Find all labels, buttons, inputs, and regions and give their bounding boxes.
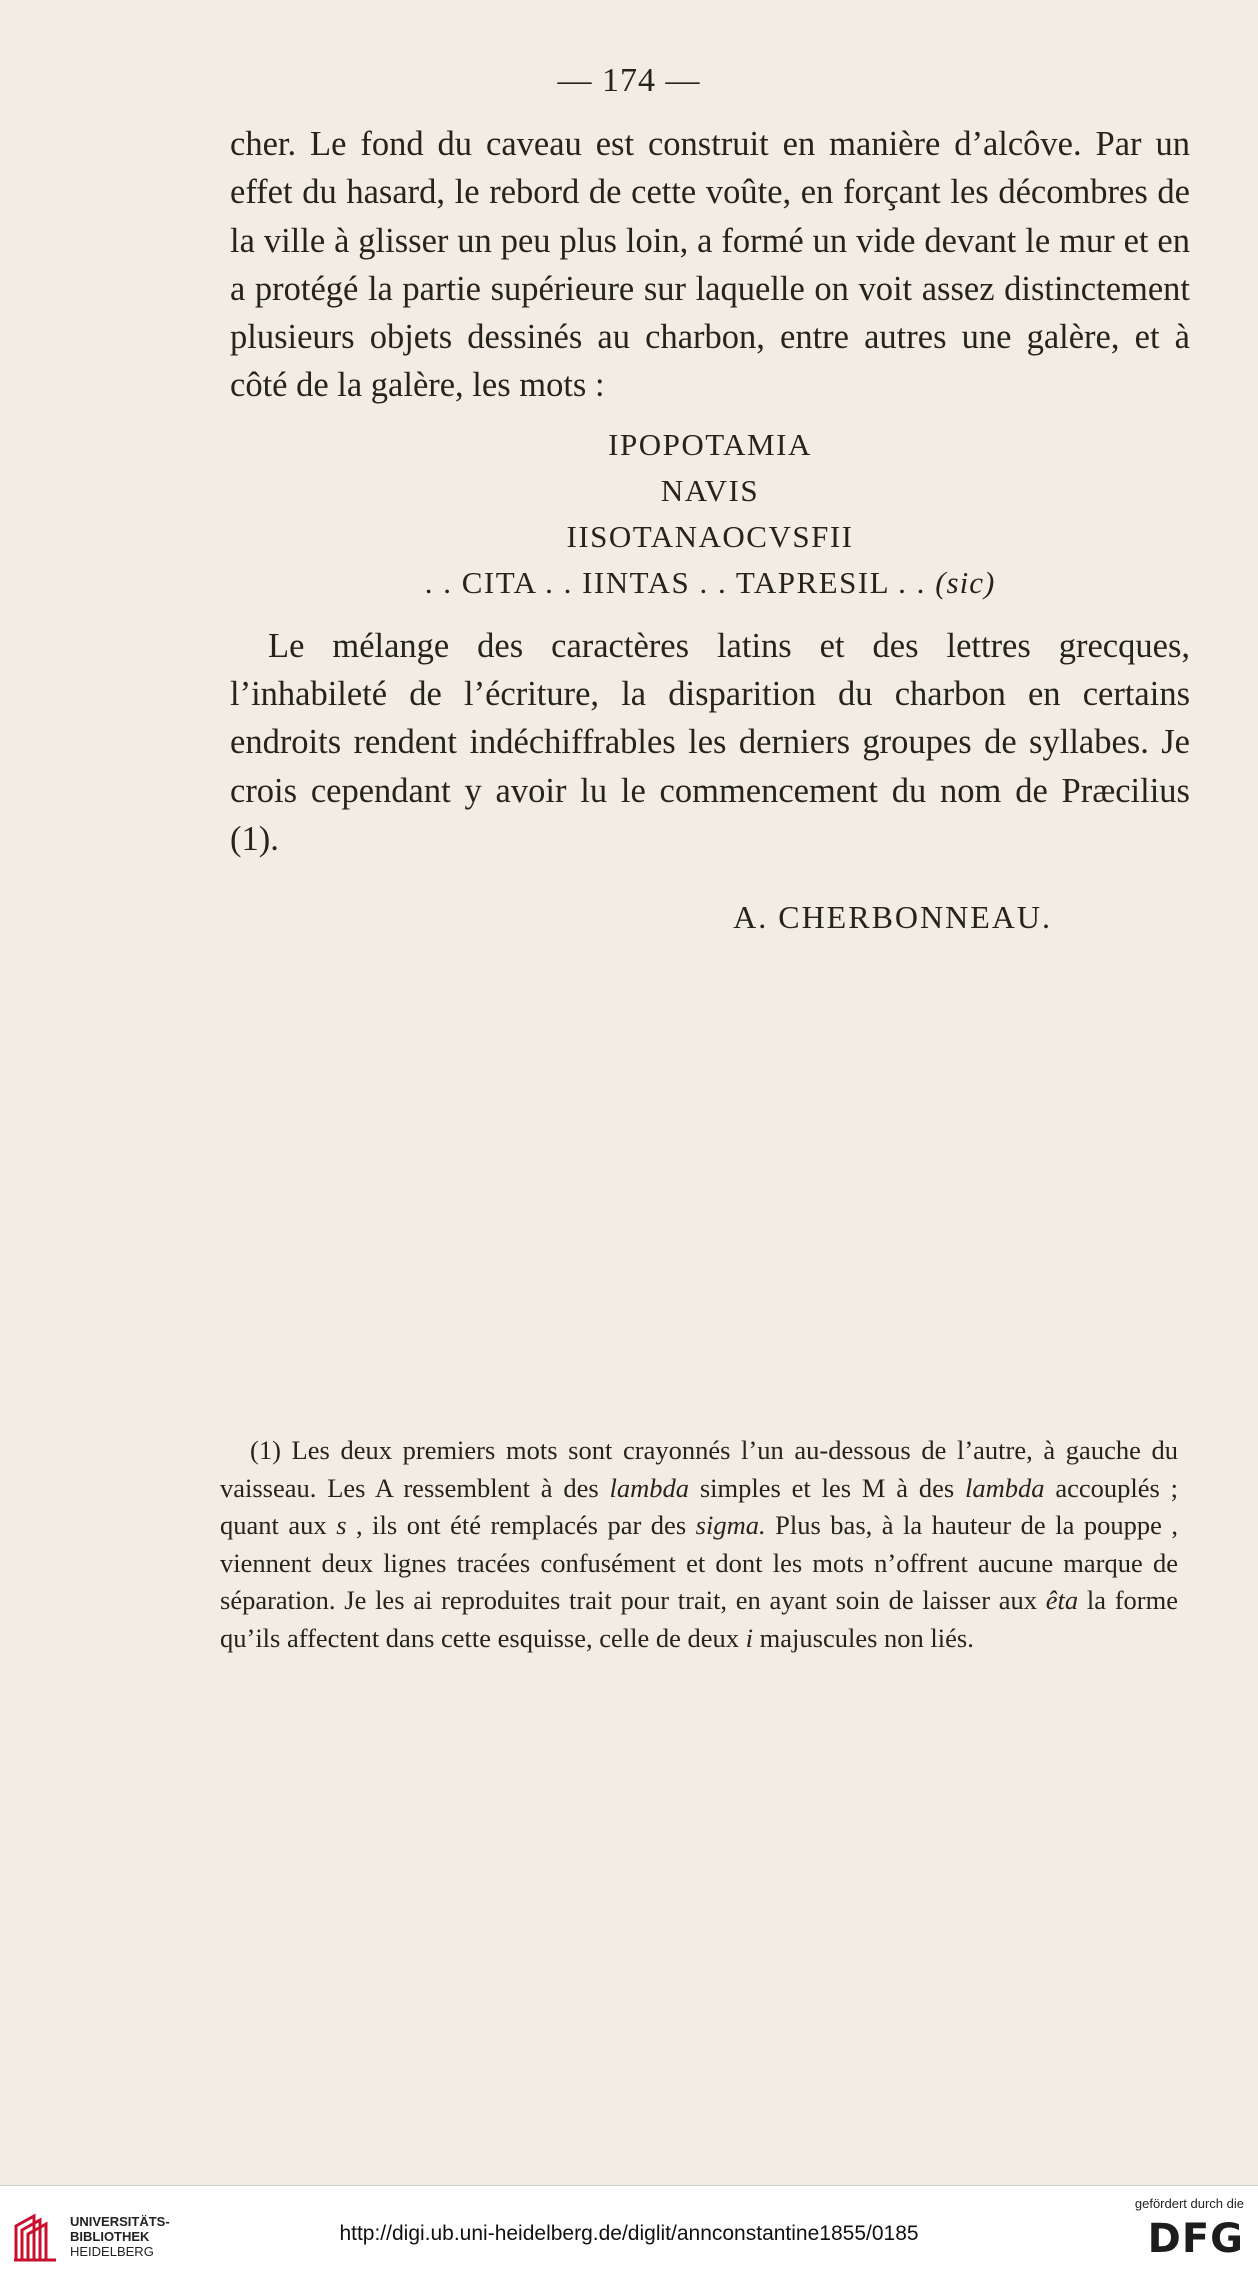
footnote-italic-2: lambda xyxy=(965,1472,1045,1503)
source-url-link[interactable]: http://digi.ub.uni-heidelberg.de/diglit/annconstantine1855/0185 xyxy=(339,2222,919,2245)
footnote-italic-1: lambda xyxy=(609,1472,690,1503)
footer-bar xyxy=(0,2185,1258,2277)
footnote-italic-5: êta xyxy=(1045,1585,1079,1616)
dfg-logo: DFG xyxy=(1147,2216,1244,2262)
inscription-line-1: IPOPOTAMIA xyxy=(608,426,812,462)
library-name-line-3: HEIDELBERG xyxy=(70,2244,154,2259)
inscription-line-3: IISOTANAOCVSFII xyxy=(566,518,854,554)
library-name-line-1: UNIVERSITÄTS- xyxy=(70,2214,170,2229)
author-signature: A. CHERBONNEAU. xyxy=(733,899,1052,936)
inscription-line-4-text: . . CITA . . IINTAS . . TAPRESIL . . xyxy=(424,564,926,600)
inscription-line-4 xyxy=(230,560,1190,606)
footnote-text-5: Plus bas, à la hauteur de la pouppe , viennent deux lignes tracées confusément et dont les mots n’offrent aucune marque de séparation. Je les ai reproduites trait pour trait, en ayant soin de laisser aux xyxy=(220,1510,1179,1616)
paragraph-2: Le mélange des caractères latins et des lettres grecques, l’inhabileté de l’écriture, la disparition du charbon en certains endroits rendent indéchiffrables les derniers groupes de syllabes. Je crois cependant y avoir lu le commencement du nom de Præcilius (1). xyxy=(230,626,1190,858)
footnote-text-1: (1) Les deux premiers mots sont crayonnés l’un au-dessous de l’autre, à gauche du vaisseau. Les A ressemblent à des xyxy=(220,1435,1178,1503)
footnote-text-2: simples et les M à des xyxy=(689,1472,965,1503)
sic-note: (sic) xyxy=(935,564,996,600)
page-number: — 174 — xyxy=(557,62,701,99)
footnote-italic-3: s xyxy=(336,1510,347,1541)
footnote-italic-6: i xyxy=(745,1622,754,1653)
inscription-line-2: NAVIS xyxy=(660,472,760,508)
footnote-text-4: , ils ont été remplacés par des xyxy=(346,1510,696,1541)
library-name-line-2: BIBLIOTHEK xyxy=(70,2229,150,2244)
footnote-text-7: majuscules non liés. xyxy=(753,1622,974,1653)
footnote-italic-4: sigma. xyxy=(695,1510,766,1541)
funder-caption: gefördert durch die xyxy=(1134,2196,1244,2211)
footnote xyxy=(220,1432,1178,1658)
footnote-text-3: accouplés ; quant aux xyxy=(220,1472,1178,1541)
footnote-text-6: la forme qu’ils affectent dans cette esquisse, celle de deux xyxy=(220,1585,1178,1653)
main-text xyxy=(230,120,1190,942)
paragraph-1: cher. Le fond du caveau est construit en manière d’alcôve. Par un effet du hasard, le rebord de cette voûte, en forçant les décombres de la ville à glisser un peu plus loin, a formé un vide devant le mur et en a protégé la partie supérieure sur laquelle on voit assez distinctement plusieurs objets dessinés au charbon, entre autres une galère, et à côté de la galère, les mots : xyxy=(230,125,1190,405)
inscription xyxy=(230,422,1190,606)
